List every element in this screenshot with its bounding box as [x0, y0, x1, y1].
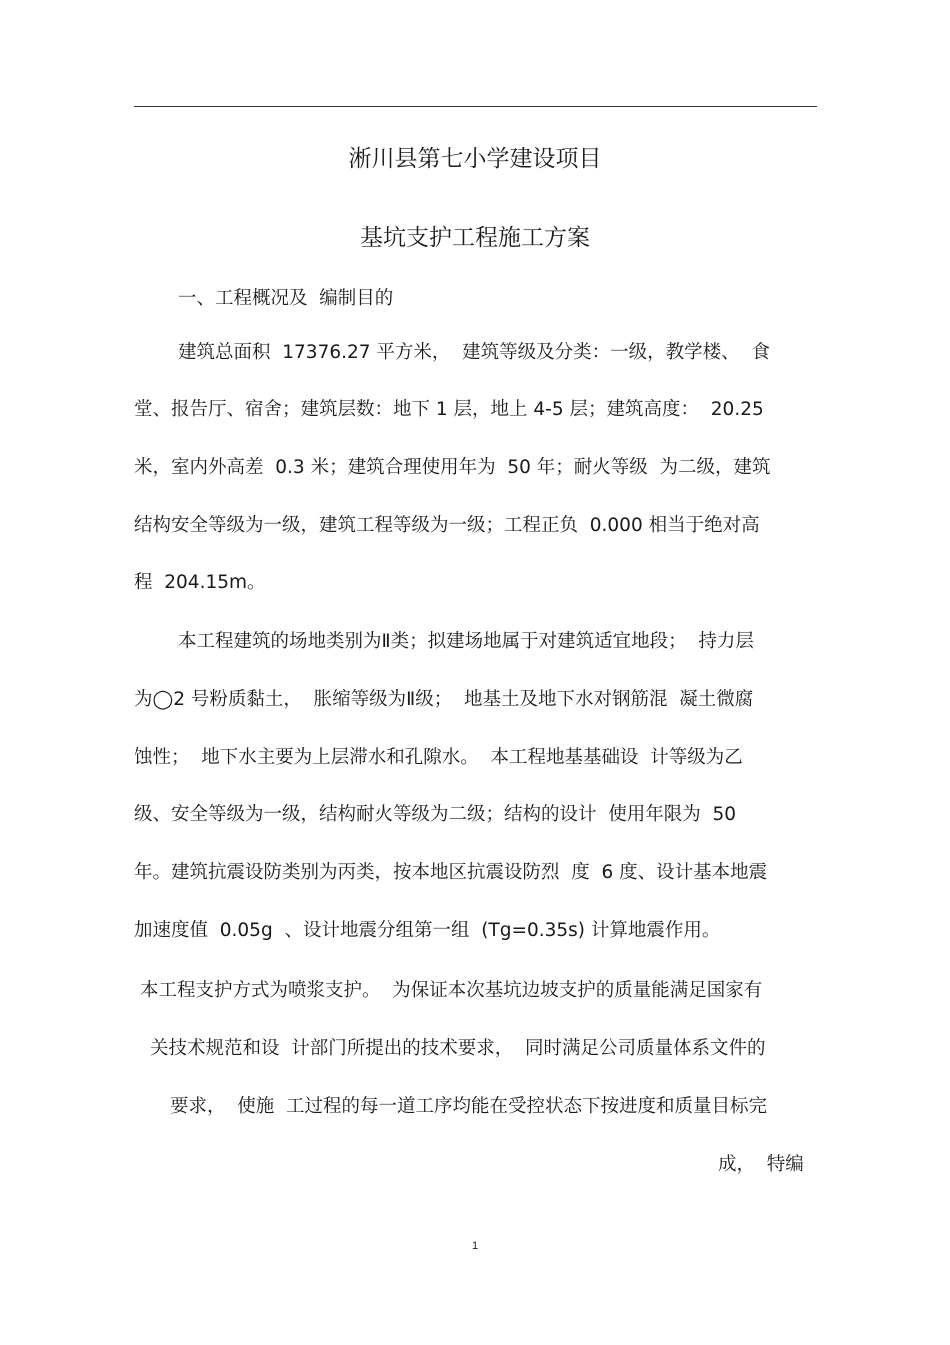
paragraph3-line: 本工程支护方式为喷浆支护。 为保证本次基坑边坡支护的质量能满足国家有	[140, 980, 763, 1001]
paragraph1-line: 程 204.15m。	[134, 572, 266, 593]
paragraph3-line: 关技术规范和设 计部门所提出的技术要求， 同时满足公司质量体系文件的	[150, 1038, 766, 1059]
document-title-line1: 淅川县第七小学建设项目	[348, 146, 602, 172]
paragraph1-line: 结构安全等级为一级，建筑工程等级为一级；工程正负 0.000 相当于绝对高	[134, 515, 760, 536]
paragraph3-line: 成， 特编	[718, 1154, 804, 1175]
paragraph1-line: 米，室内外高差 0.3 米；建筑合理使用年为 50 年；耐火等级 为二级，建筑	[134, 457, 771, 478]
paragraph2-line: 加速度值 0.05g 、设计地震分组第一组 (Tg=0.35s) 计算地震作用。	[134, 920, 721, 941]
page-number: 1	[471, 1240, 479, 1252]
paragraph1-line: 建筑总面积 17376.27 平方米， 建筑等级及分类：一级，教学楼、 食	[178, 342, 770, 363]
paragraph2-line: 年。建筑抗震设防类别为丙类，按本地区抗震设防烈 度 6 度、设计基本地震	[134, 862, 768, 883]
paragraph2-line: 蚀性； 地下水主要为上层滞水和孔隙水。 本工程地基基础设 计等级为乙	[134, 747, 743, 768]
section-heading: 一、工程概况及 编制目的	[178, 288, 394, 309]
paragraph2-line: 为◯2 号粉质黏土， 胀缩等级为Ⅱ级； 地基土及地下水对钢筋混 凝土微腐	[134, 689, 754, 710]
paragraph1-line: 堂、报告厅、宿舍；建筑层数：地下 1 层，地上 4-5 层；建筑高度： 20.25	[134, 399, 764, 420]
header-rule	[134, 106, 817, 107]
paragraph2-line: 本工程建筑的场地类别为Ⅱ类；拟建场地属于对建筑适宜地段； 持力层	[178, 631, 754, 652]
paragraph3-line: 要求， 使施 工过程的每一道工序均能在受控状态下按进度和质量目标完	[170, 1096, 768, 1117]
document-title-line2: 基坑支护工程施工方案	[360, 225, 590, 251]
paragraph2-line: 级、安全等级为一级，结构耐火等级为二级；结构的设计 使用年限为 50	[134, 804, 737, 825]
